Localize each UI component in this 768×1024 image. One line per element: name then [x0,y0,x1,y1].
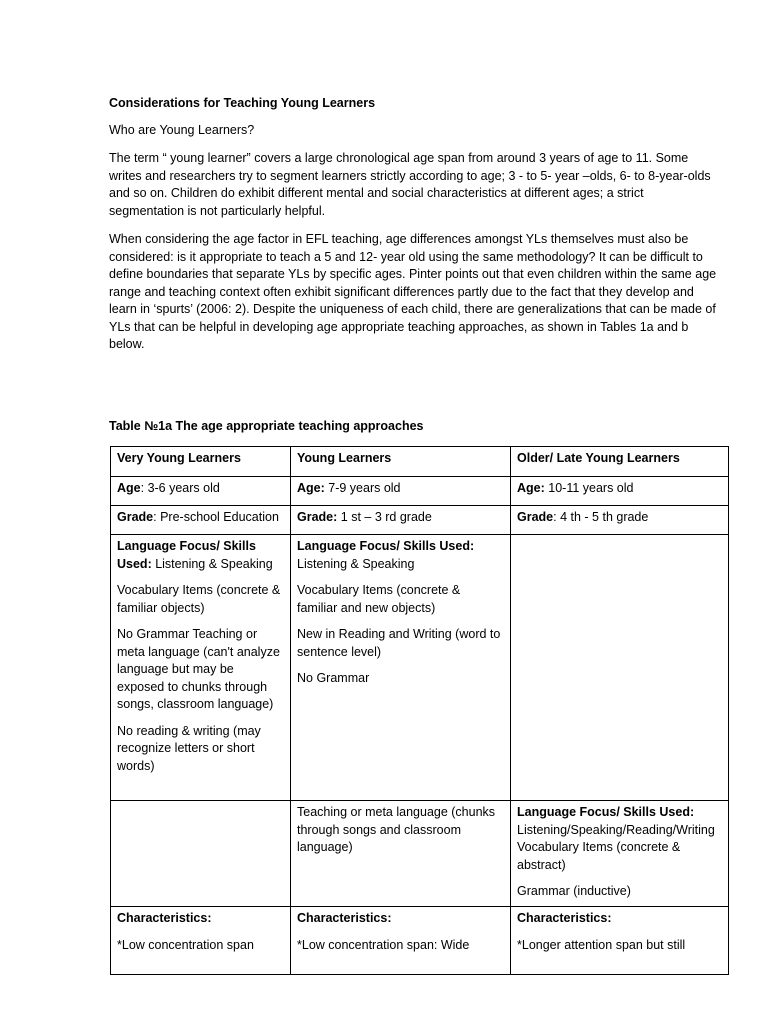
document-title: Considerations for Teaching Young Learners [109,96,376,110]
lang-item: No reading & writing (may recognize letters or short words) [117,723,261,773]
lang-focus-label: Language Focus/ Skills Used: [297,539,475,553]
grammar-text: Grammar (inductive) [517,884,631,898]
header-older-young-learners: Older/ Late Young Learners [511,447,729,477]
characteristics-cell-older [511,907,729,975]
characteristics-label: Characteristics: [517,911,612,925]
age-value: : 3-6 years old [140,481,220,495]
table-row-age [111,477,729,506]
lang-focus-cell-very-young [111,535,291,801]
lang-focus-value: Listening & Speaking [297,556,415,571]
table-row-continued [111,801,729,907]
age-label: Age [117,481,141,495]
section-question: Who are Young Learners? [109,123,255,137]
characteristics-cell-young [291,907,511,975]
grade-value: 1 st – 3 rd grade [337,510,432,524]
characteristics-label: Characteristics: [297,911,392,925]
lang-focus-label: Language Focus/ Skills Used: [517,805,695,819]
lang-focus-cell-older [511,535,729,801]
lang-focus-text: Listening/Speaking/Reading/Writing Vocabulary Items (concrete & abstract) [517,822,715,872]
characteristics-text: *Low concentration span: Wide [297,937,470,952]
table-row-characteristics [111,907,729,975]
grade-value: : Pre-school Education [153,510,279,524]
header-young-learners: Young Learners [291,447,511,477]
table-header-row [111,447,729,477]
lang-item: No Grammar Teaching or meta language (can't analyze language but may be exposed to chunks through songs, classroom language) [117,627,280,711]
header-very-young-learners: Very Young Learners [111,447,291,477]
meta-language-text: Teaching or meta language (chunks through songs and classroom language) [297,805,496,854]
lang-focus-value: Listening & Speaking [151,556,273,571]
age-label: Age: [297,481,325,495]
lang-item: New in Reading and Writing (word to sentence level) [297,627,501,659]
grade-cell-young [291,506,511,535]
grade-value: : 4 th - 5 th grade [553,510,649,524]
age-cell-older [511,477,729,506]
age-cell-young [291,477,511,506]
table-row-grade [111,506,729,535]
characteristics-cell-very-young [111,907,291,975]
continued-cell-young [291,801,511,907]
paragraph-2: When considering the age factor in EFL teaching, age differences amongst YLs themselves must also be considered: is it appropriate to teach a 5 and 12- year old using the same methodology? It can be difficult to define boundaries that separate YLs by specific ages. Pinter points out that even children within the same age range and teaching context often exhibit significant differences partly due to the fact that they develop and learn in ‘spurts’ (2006: 2). Despite the uniqueness of each child, there are generalizations that can be made of YLs that can be helpful in developing age appropriate teaching approaches, as shown in Tables 1a and b below. [109,232,717,351]
paragraph-1: The term “ young learner” covers a large chronological age span from around 3 years of age to 11. Some writes and researchers try to segment learners strictly according to age; 3 - to 5- year –olds, 6- to 8-year-olds and so on. Children do exhibit different mental and social characteristics at different ages; a strict segmentation is not particularly helpful. [109,151,711,218]
age-value: 10-11 years old [544,481,634,495]
lang-item: No Grammar [297,671,370,685]
age-cell-very-young [111,477,291,506]
lang-focus-heading [117,538,284,573]
age-approaches-table [110,446,729,975]
lang-item: Vocabulary Items (concrete & familiar and new objects) [297,583,461,615]
table-caption: Table №1a The age appropriate teaching approaches [109,419,424,433]
lang-item: Vocabulary Items (concrete & familiar objects) [117,583,281,615]
lang-focus-label: Language Focus/ Skills Used: [117,539,256,571]
characteristics-label: Characteristics: [117,911,212,925]
age-value: 7-9 years old [324,481,401,495]
continued-cell-older [511,801,729,907]
grade-label: Grade: [297,510,338,524]
table-row-language-focus [111,535,729,801]
lang-focus-cell-young [291,535,511,801]
grade-cell-very-young [111,506,291,535]
grade-label: Grade [117,510,154,524]
grade-label: Grade [517,510,554,524]
characteristics-text: *Low concentration span [117,937,254,952]
characteristics-text: *Longer attention span but still [517,937,686,952]
continued-cell-very-young [111,801,291,907]
grade-cell-older [511,506,729,535]
age-label: Age: [517,481,545,495]
